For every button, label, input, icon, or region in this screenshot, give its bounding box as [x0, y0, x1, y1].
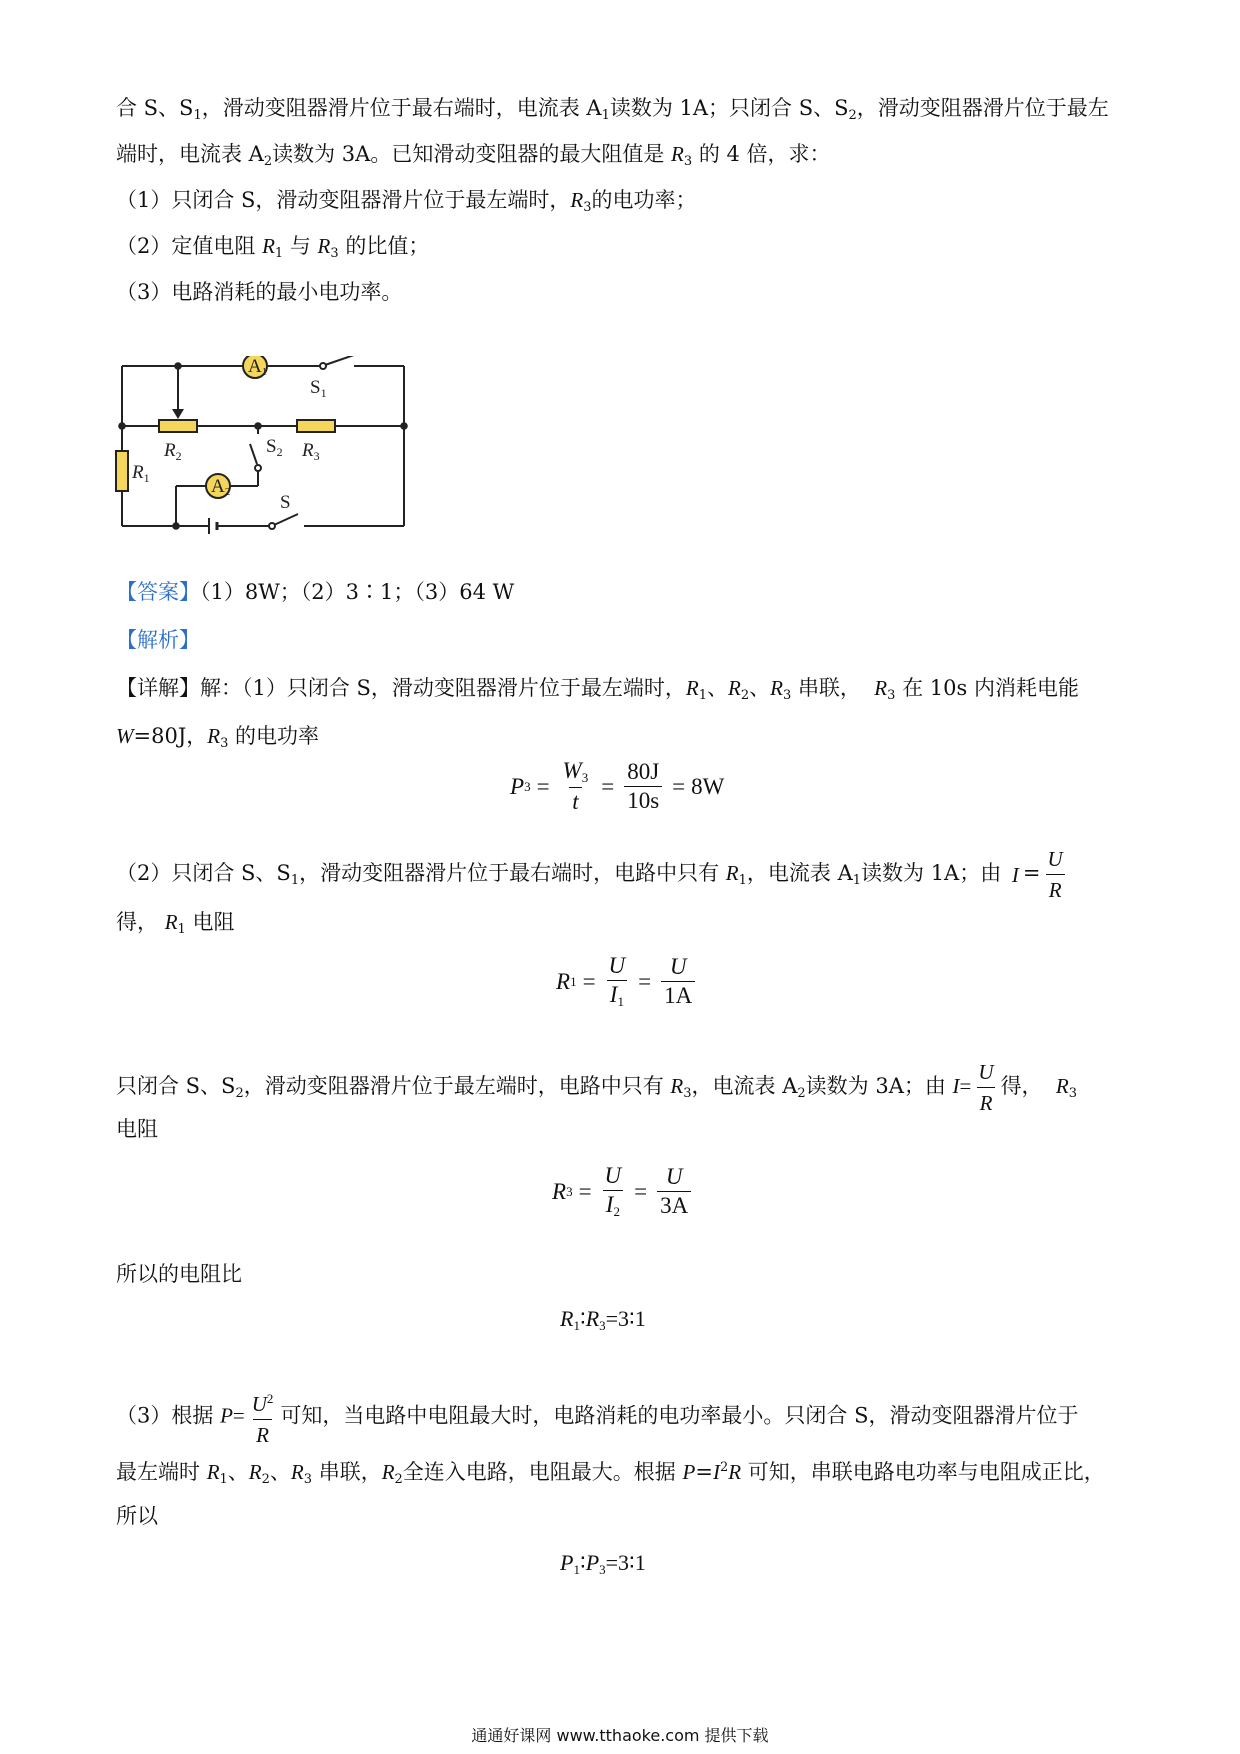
slider-arrow-icon — [172, 409, 184, 419]
page-footer: 通通好课网 www.tthaoke.com 提供下载 — [471, 1726, 769, 1745]
label-r3: $R_3$ — [302, 440, 320, 463]
label-r1: $R_1$ — [132, 462, 150, 485]
label-a2: A2 — [211, 476, 231, 498]
question-1: （1）只闭合 S，滑动变阻器滑片位于最左端时，$R_3$的电功率； — [116, 188, 697, 215]
analysis-tag: 【解析】 — [116, 628, 200, 652]
resistor-r2 — [159, 420, 197, 432]
detail-line-2: W=80J，$R_3$ 的电功率 — [116, 724, 320, 751]
answer-text: （1）8W；（2）3∶1；（3）64 W — [200, 580, 515, 604]
problem-line-2: 端时，电流表 $A_2$读数为 3A。已知滑动变阻器的最大阻值是 $R_3$ 的 4 倍，求： — [116, 142, 831, 169]
problem-line-1: 合 S、$S_1$，滑动变阻器滑片位于最右端时，电流表 $A_1$读数为 1A；只闭合 S、$S_2$，滑动变阻器滑片位于最左 — [116, 96, 1109, 123]
resistor-r3 — [297, 420, 335, 432]
ratio-p1-p3: $P_1∶P_3=3∶1$ — [560, 1550, 646, 1577]
detail-line-1: 【详解】解：（1）只闭合 S，滑动变阻器滑片位于最左端时，$R_1$、$R_2$、$R_3$ 串联， $R_3$ 在 10s 内消耗电能 — [116, 676, 1079, 703]
switch-s1-blade — [325, 356, 354, 365]
junction-right — [401, 423, 407, 429]
equation-r3: R 3 = $\frac{U}{I_2}$ = $\frac{U}{3A}$ — [552, 1163, 695, 1220]
answer-tag: 【答案】 — [116, 580, 200, 604]
question-3: （3）电路消耗的最小电功率。 — [116, 280, 403, 304]
junction-bottom — [173, 523, 179, 529]
question-2: （2）定值电阻 $R_1$ 与 $R_3$ 的比值； — [116, 234, 430, 261]
detail-line-10: 所以 — [116, 1504, 158, 1528]
detail-line-3: （2）只闭合 S、$S_1$，滑动变阻器滑片位于最右端时，电路中只有 $R_1$，电流表 $A_1$读数为 1A；由 I = $\frac{U}{R}$ — [116, 847, 1063, 902]
resistor-r1 — [116, 451, 128, 491]
junction-mid — [255, 423, 261, 429]
ratio-r1-r3: $R_1∶R_3=3∶1$ — [560, 1306, 646, 1333]
detail-line-4: 得， $R_1$ 电阻 — [116, 910, 235, 937]
answer-line — [116, 578, 514, 606]
switch-s2-blade — [250, 444, 257, 464]
junction-left — [119, 423, 125, 429]
label-s2: $S_2$ — [266, 436, 283, 459]
equation-r1: R 1 = $\frac{U}{I_1}$ = $\frac{U}{1A}$ — [556, 953, 699, 1010]
switch-s2-pivot — [255, 465, 261, 471]
label-s: S — [280, 492, 291, 513]
equation-p3: P 3 = $\frac{W_3}{t}$ = $\frac{80J}{10s}$ = 8W — [510, 758, 725, 814]
detail-line-7: 所以的电阻比 — [116, 1262, 242, 1286]
detail-tag: 【详解】 — [116, 676, 200, 700]
label-r2: $R_2$ — [164, 440, 182, 463]
detail-line-5: 只闭合 S、$S_2$，滑动变阻器滑片位于最左端时，电路中只有 $R_3$，电流表 $A_2$读数为 3A；由 I= $\frac{U}{R}$ 得， $R_3$ — [116, 1060, 1078, 1115]
junction-top — [175, 363, 181, 369]
switch-s1-pivot — [320, 363, 326, 369]
label-a1: A1 — [248, 356, 268, 378]
detail-line-8: （3）根据 P= $\frac{U^2}{R}$ 可知，当电路中电阻最大时，电路消耗的电功率最小。只闭合 S，滑动变阻器滑片位于 — [116, 1391, 1079, 1447]
analysis-line — [116, 626, 200, 654]
label-s1: $S_1$ — [310, 377, 327, 400]
circuit-diagram — [114, 356, 414, 546]
detail-line-6: 电阻 — [116, 1117, 158, 1141]
switch-s-blade — [274, 514, 298, 525]
detail-line-9: 最左端时 $R_1$、$R_2$、$R_3$ 串联，$R_2$全连入电路，电阻最大。根据 $P=I^2R$ 可知，串联电路电功率与电阻成正比， — [116, 1460, 1105, 1487]
